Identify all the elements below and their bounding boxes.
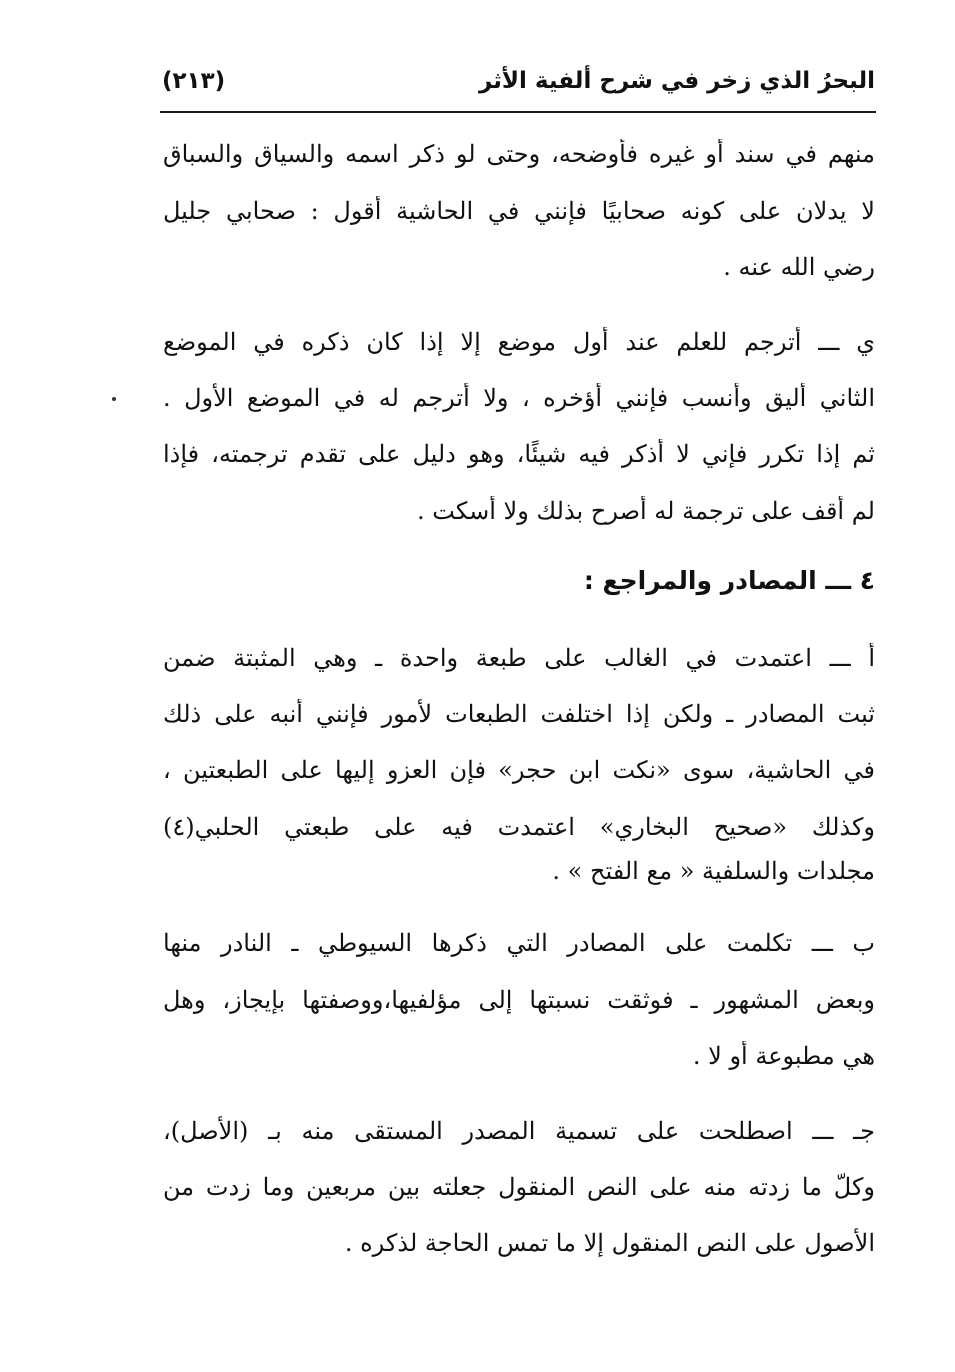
text-line: ب ـــ تكلمت على المصادر التي ذكرها السيوطي ـ النادر منها [163,929,875,957]
text-line: وكلّ ما زدته منه على النص المنقول جعلته بين مربعين وما زدت من [163,1173,875,1201]
text-line: منهم في سند أو غيره فأوضحه، وحتى لو ذكر اسمه والسياق والسباق [163,140,875,168]
text-line: الأصول على النص المنقول إلا ما تمس الحاجة لذكره . [344,1229,875,1257]
text-line: وكذلك «صحيح البخاري» اعتمدت فيه على طبعتي الحلبي(٤) [163,813,875,841]
book-title: البحرُ الذي زخر في شرح ألفية الأثر [478,68,875,94]
section-heading: ٤ ـــ المصادر والمراجع : [583,566,875,595]
text-line: أ ـــ اعتمدت في الغالب على طبعة واحدة ـ وهي المثبتة ضمن [163,644,875,672]
text-line: رضي الله عنه . [723,253,875,281]
text-line: في الحاشية، سوى «نكت ابن حجر» فإن العزو إليها على الطبعتين ، [163,756,875,784]
text-line: الثاني أليق وأنسب فإنني أؤخره ، ولا أترجم له في الموضع الأول . [163,384,875,412]
text-line: ي ـــ أترجم للعلم عند أول موضع إلا إذا كان ذكره في الموضع [163,328,875,356]
text-line: جـ ـــ اصطلحت على تسمية المصدر المستقى منه بـ (الأصل)، [163,1117,875,1145]
text-line: لم أقف على ترجمة له أصرح بذلك ولا أسكت . [417,497,875,525]
text-line: وبعض المشهور ـ فوثقت نسبتها إلى مؤلفيها،ووصفتها بإيجاز، وهل [163,986,875,1014]
page-number: (٢١٣) [162,68,226,94]
text-line: مجلدات والسلفية « مع الفتح » . [552,857,875,885]
text-line: لا يدلان على كونه صحابيًا فإنني في الحاشية أقول : صحابي جليل [163,197,875,225]
text-line: ثبت المصادر ـ ولكن إذا اختلفت الطبعات لأمور فإنني أنبه على ذلك [163,700,875,728]
text-line: ثم إذا تكرر فإني لا أذكر فيه شيئًا، وهو دليل على تقدم ترجمته، فإذا [163,440,875,468]
text-line: هي مطبوعة أو لا . [692,1042,875,1070]
